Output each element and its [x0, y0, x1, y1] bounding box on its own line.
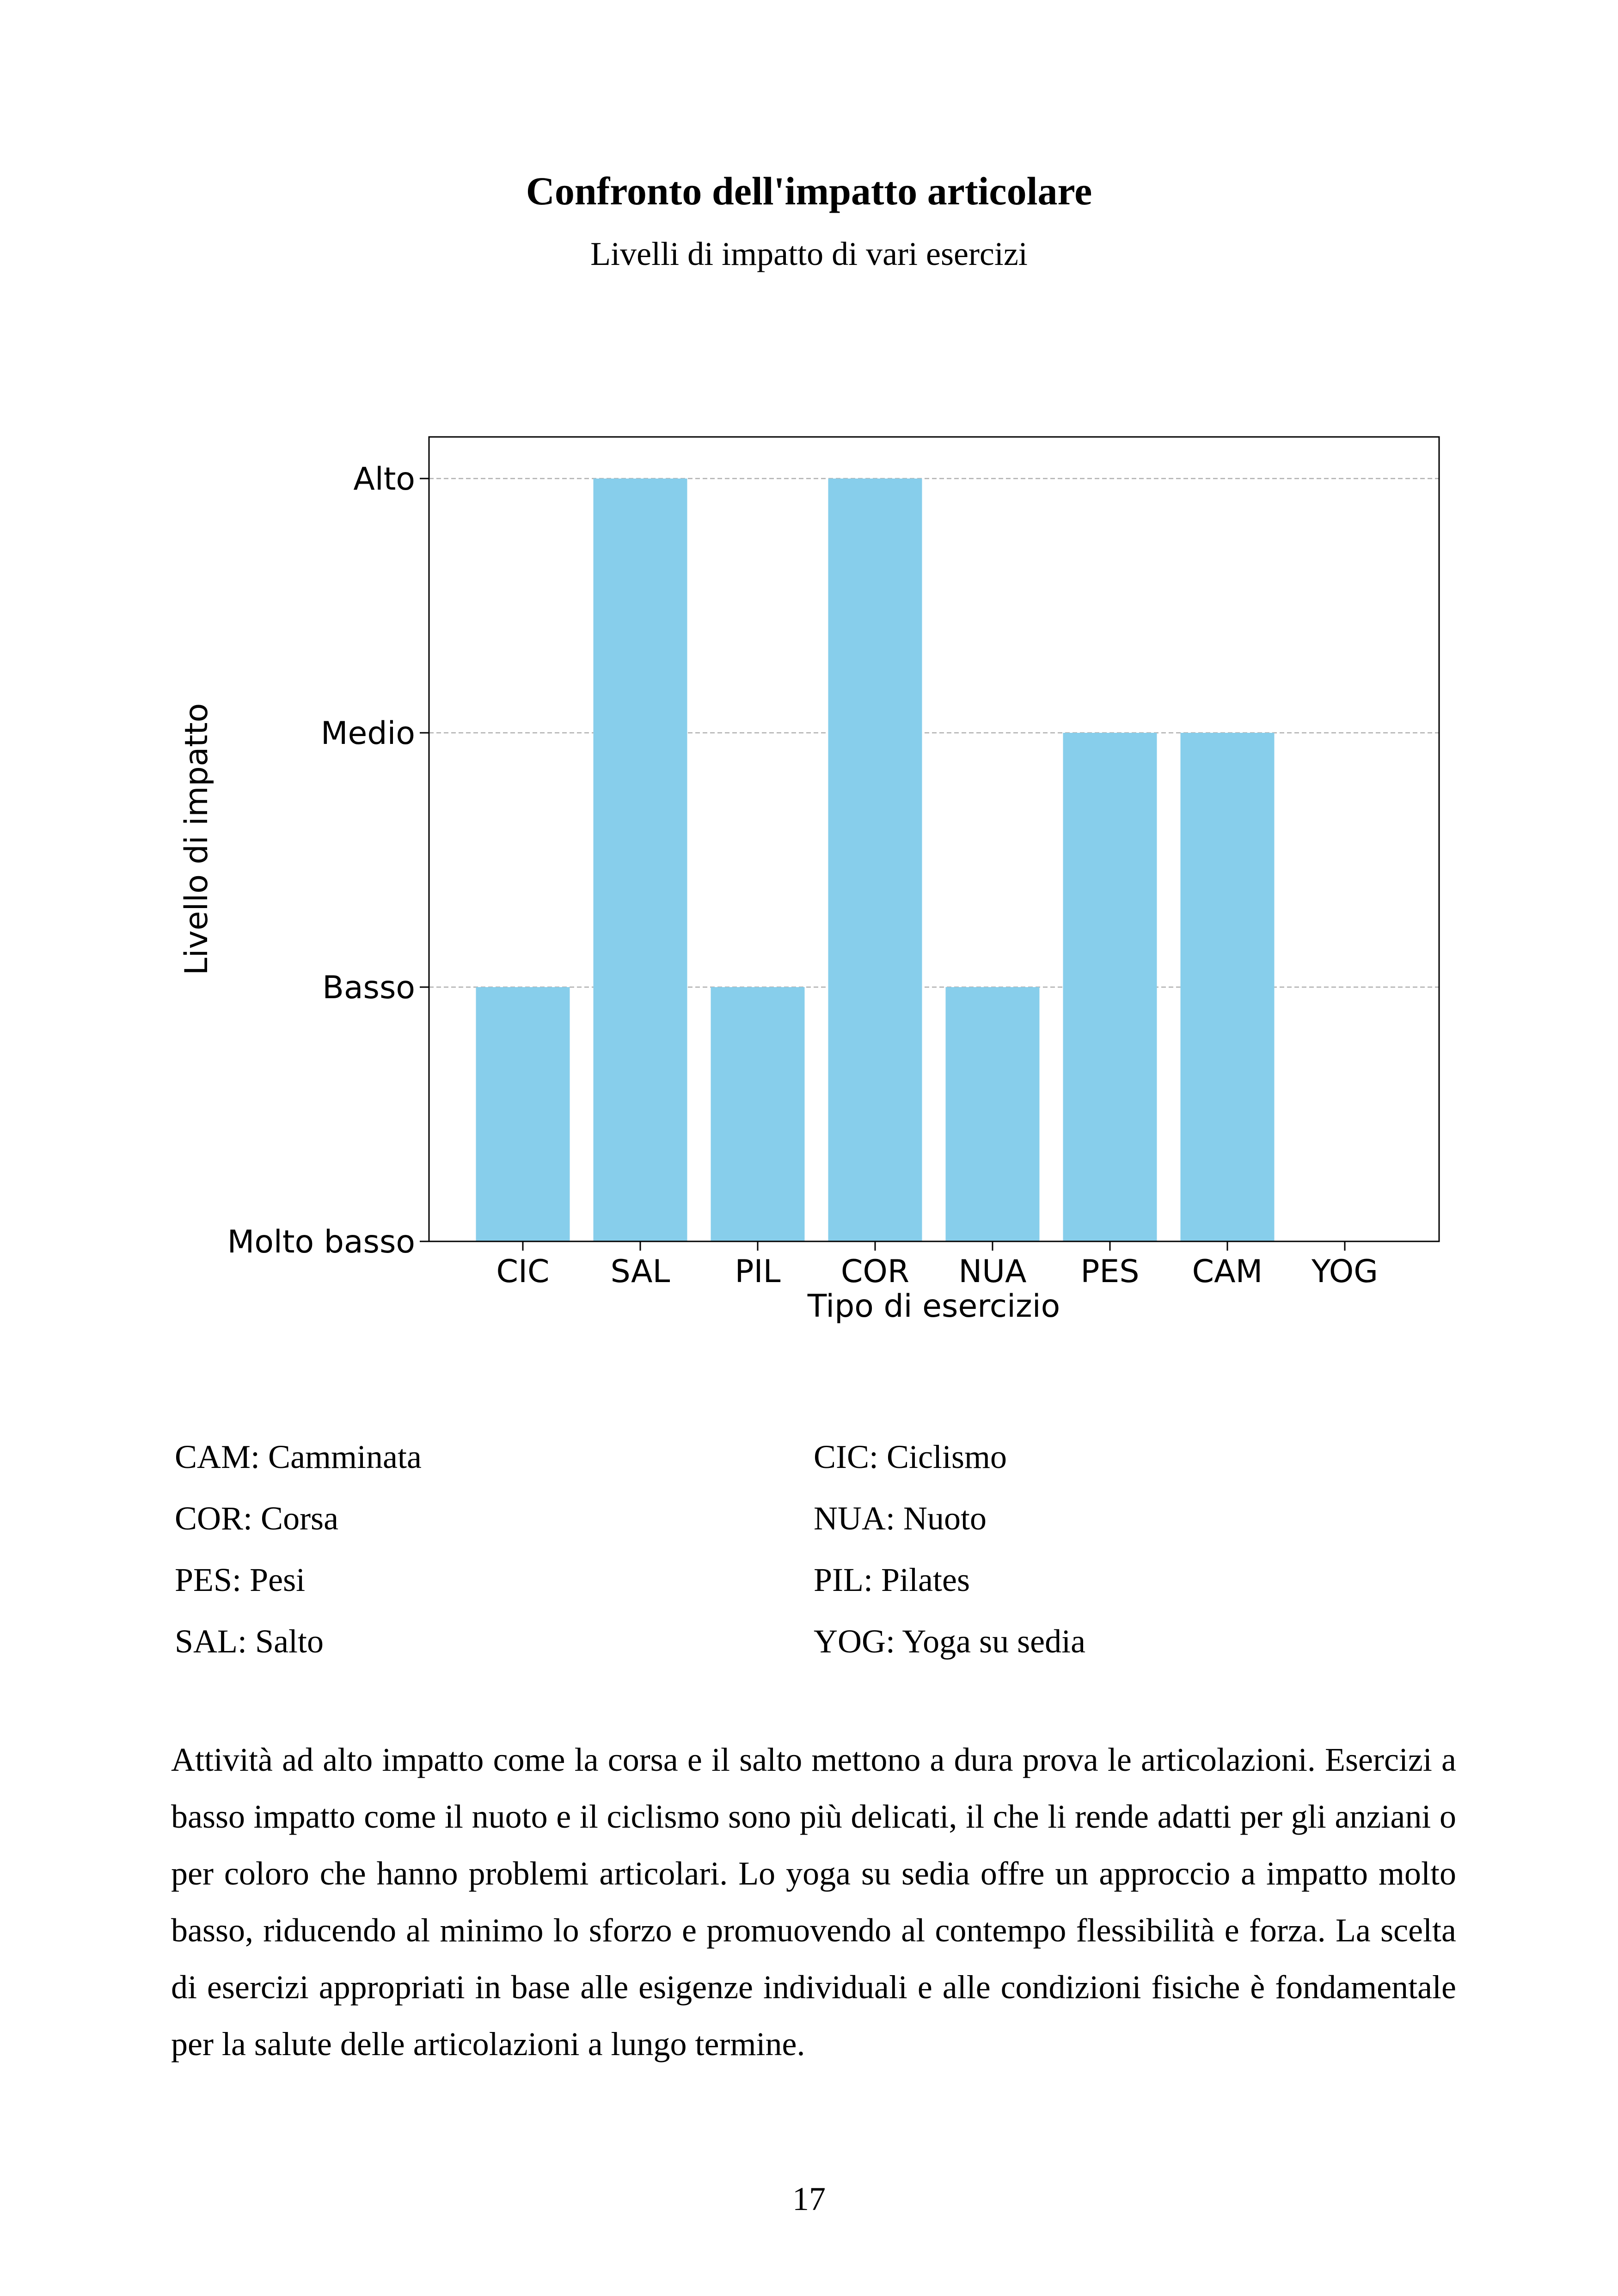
x-tick-label-sal: SAL	[610, 1253, 670, 1290]
bar-cam	[1181, 733, 1275, 1241]
plot-frame	[429, 437, 1439, 1241]
y-tick-label: Basso	[322, 970, 415, 1006]
legend-item-pes: PES: Pesi	[175, 1561, 306, 1598]
x-tick-label-pes: PES	[1080, 1253, 1140, 1290]
y-ticks	[227, 461, 429, 1260]
x-tick-label-pil: PIL	[735, 1253, 781, 1290]
x-tick-label-yog: YOG	[1311, 1253, 1379, 1290]
grid-lines	[429, 479, 1439, 987]
x-ticks	[496, 1241, 1378, 1290]
legend-item-nua: NUA: Nuoto	[814, 1500, 987, 1537]
bar-pes	[1063, 733, 1157, 1241]
x-tick-label-cor: COR	[840, 1253, 910, 1290]
x-axis-label: Tipo di esercizio	[807, 1288, 1060, 1325]
legend-item-cor: COR: Corsa	[175, 1500, 339, 1537]
y-tick-label: Alto	[353, 461, 415, 497]
x-tick-label-cam: CAM	[1192, 1253, 1263, 1290]
legend-item-cam: CAM: Camminata	[175, 1438, 422, 1475]
bar-cic	[476, 987, 570, 1241]
bar-pil	[711, 987, 805, 1241]
legend-item-pil: PIL: Pilates	[814, 1561, 970, 1598]
x-tick-label-nua: NUA	[958, 1253, 1027, 1290]
body-paragraph: Attività ad alto impatto come la corsa e il salto mettono a dura prova le articolazioni. Esercizi a basso impatto come il nuoto e il ciclismo sono più delicati, il che li rende adatti per gli anziani o per coloro che hanno problemi articolari. Lo yoga su sedia offre un approccio a impatto molto basso, riducendo al minimo lo sforzo e promuovendo al contempo flessibilità e forza. La scelta di esercizi appropriati in base alle esigenze individuali e alle condizioni fisiche è fondamentale per la salute delle articolazioni a lungo termine.	[171, 1741, 1456, 2063]
x-tick-label-cic: CIC	[496, 1253, 550, 1290]
legend-item-sal: SAL: Salto	[175, 1623, 324, 1660]
y-tick-label: Medio	[320, 715, 415, 752]
chart-subtitle: Livelli di impatto di vari esercizi	[590, 235, 1028, 272]
y-axis-label: Livello di impatto	[178, 703, 215, 976]
bars	[476, 479, 1275, 1241]
y-tick-label: Molto basso	[227, 1224, 415, 1260]
legend-item-cic: CIC: Ciclismo	[814, 1438, 1007, 1475]
bar-cor	[828, 479, 922, 1241]
page-number: 17	[792, 2180, 826, 2217]
bar-sal	[594, 479, 687, 1241]
bar-nua	[946, 987, 1040, 1241]
chart-title: Confronto dell'impatto articolare	[526, 169, 1092, 213]
legend-item-yog: YOG: Yoga su sedia	[814, 1623, 1086, 1660]
